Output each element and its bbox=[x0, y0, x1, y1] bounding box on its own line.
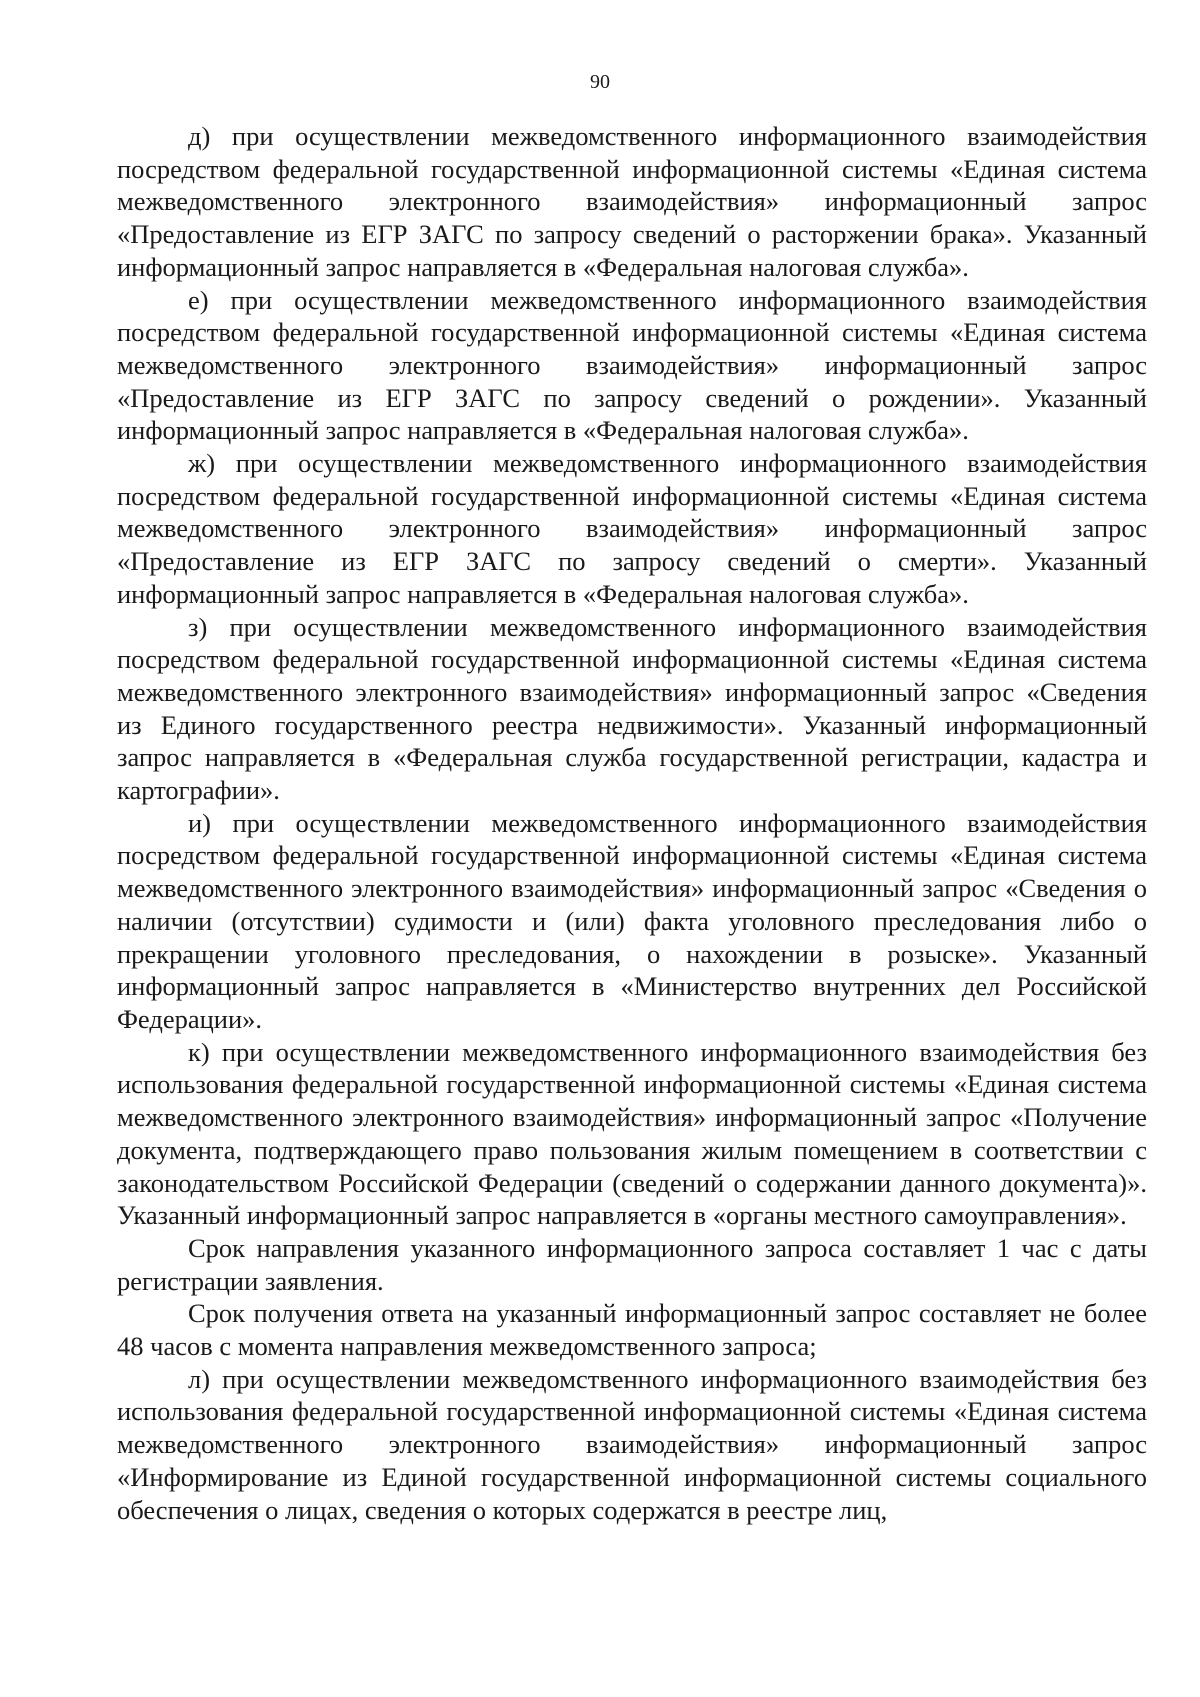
paragraph-i: и) при осуществлении межведомственного информационного взаимодействия посредством федеральной государственной информационной системы «Единая система межведомственного электронного взаимодействия» информационный запрос «Сведения о наличии (отсутствии) судимости и (или) факта уголовного преследования либо о прекращении уголовного преследования, о нахождении в розыске». Указанный информационный запрос направляется в «Министерство внутренних дел Российской Федерации». bbox=[117, 807, 1147, 1034]
paragraph-zh: ж) при осуществлении межведомственного информационного взаимодействия посредством федеральной государственной информационной системы «Единая система межведомственного электронного взаимодействия» информационный запрос «Предоставление из ЕГР ЗАГС по запросу сведений о смерти». Указанный информационный запрос направляется в «Федеральная налоговая служба». bbox=[117, 448, 1147, 609]
paragraph-response-deadline: Срок получения ответа на указанный информационный запрос составляет не более 48 часов с момента направления межведомственного запроса; bbox=[117, 1298, 1147, 1362]
paragraph-l: л) при осуществлении межведомственного информационного взаимодействия без использования федеральной государственной информационной системы «Единая система межведомственного электронного взаимодействия» информационный запрос «Информирование из Единой государственной информационной системы социального обеспечения о лицах, сведения о которых содержатся в реестре лиц, bbox=[117, 1363, 1147, 1525]
paragraph-request-deadline: Срок направления указанного информационного запроса составляет 1 час с даты регистрации заявления. bbox=[117, 1232, 1147, 1296]
paragraph-k: к) при осуществлении межведомственного информационного взаимодействия без использования федеральной государственной информационной системы «Единая система межведомственного электронного взаимодействия» информационный запрос «Получение документа, подтверждающего право пользования жилым помещением в соответствии с законодательством Российской Федерации (сведений о содержании данного документа)». Указанный информационный запрос направляется в «органы местного самоуправления». bbox=[117, 1036, 1147, 1231]
page-number: 90 bbox=[590, 71, 610, 93]
document-body bbox=[117, 120, 1147, 1526]
paragraph-e: е) при осуществлении межведомственного информационного взаимодействия посредством федеральной государственной информационной системы «Единая система межведомственного электронного взаимодействия» информационный запрос «Предоставление из ЕГР ЗАГС по запросу сведений о рождении». Указанный информационный запрос направляется в «Федеральная налоговая служба». bbox=[117, 284, 1147, 446]
paragraph-d: д) при осуществлении межведомственного информационного взаимодействия посредством федеральной государственной информационной системы «Единая система межведомственного электронного взаимодействия» информационный запрос «Предоставление из ЕГР ЗАГС по запросу сведений о расторжении брака». Указанный информационный запрос направляется в «Федеральная налоговая служба». bbox=[117, 121, 1147, 282]
paragraph-z: з) при осуществлении межведомственного информационного взаимодействия посредством федеральной государственной информационной системы «Единая система межведомственного электронного взаимодействия» информационный запрос «Сведения из Единого государственного реестра недвижимости». Указанный информационный запрос направляется в «Федеральная служба государственной регистрации, кадастра и картографии». bbox=[117, 611, 1147, 806]
